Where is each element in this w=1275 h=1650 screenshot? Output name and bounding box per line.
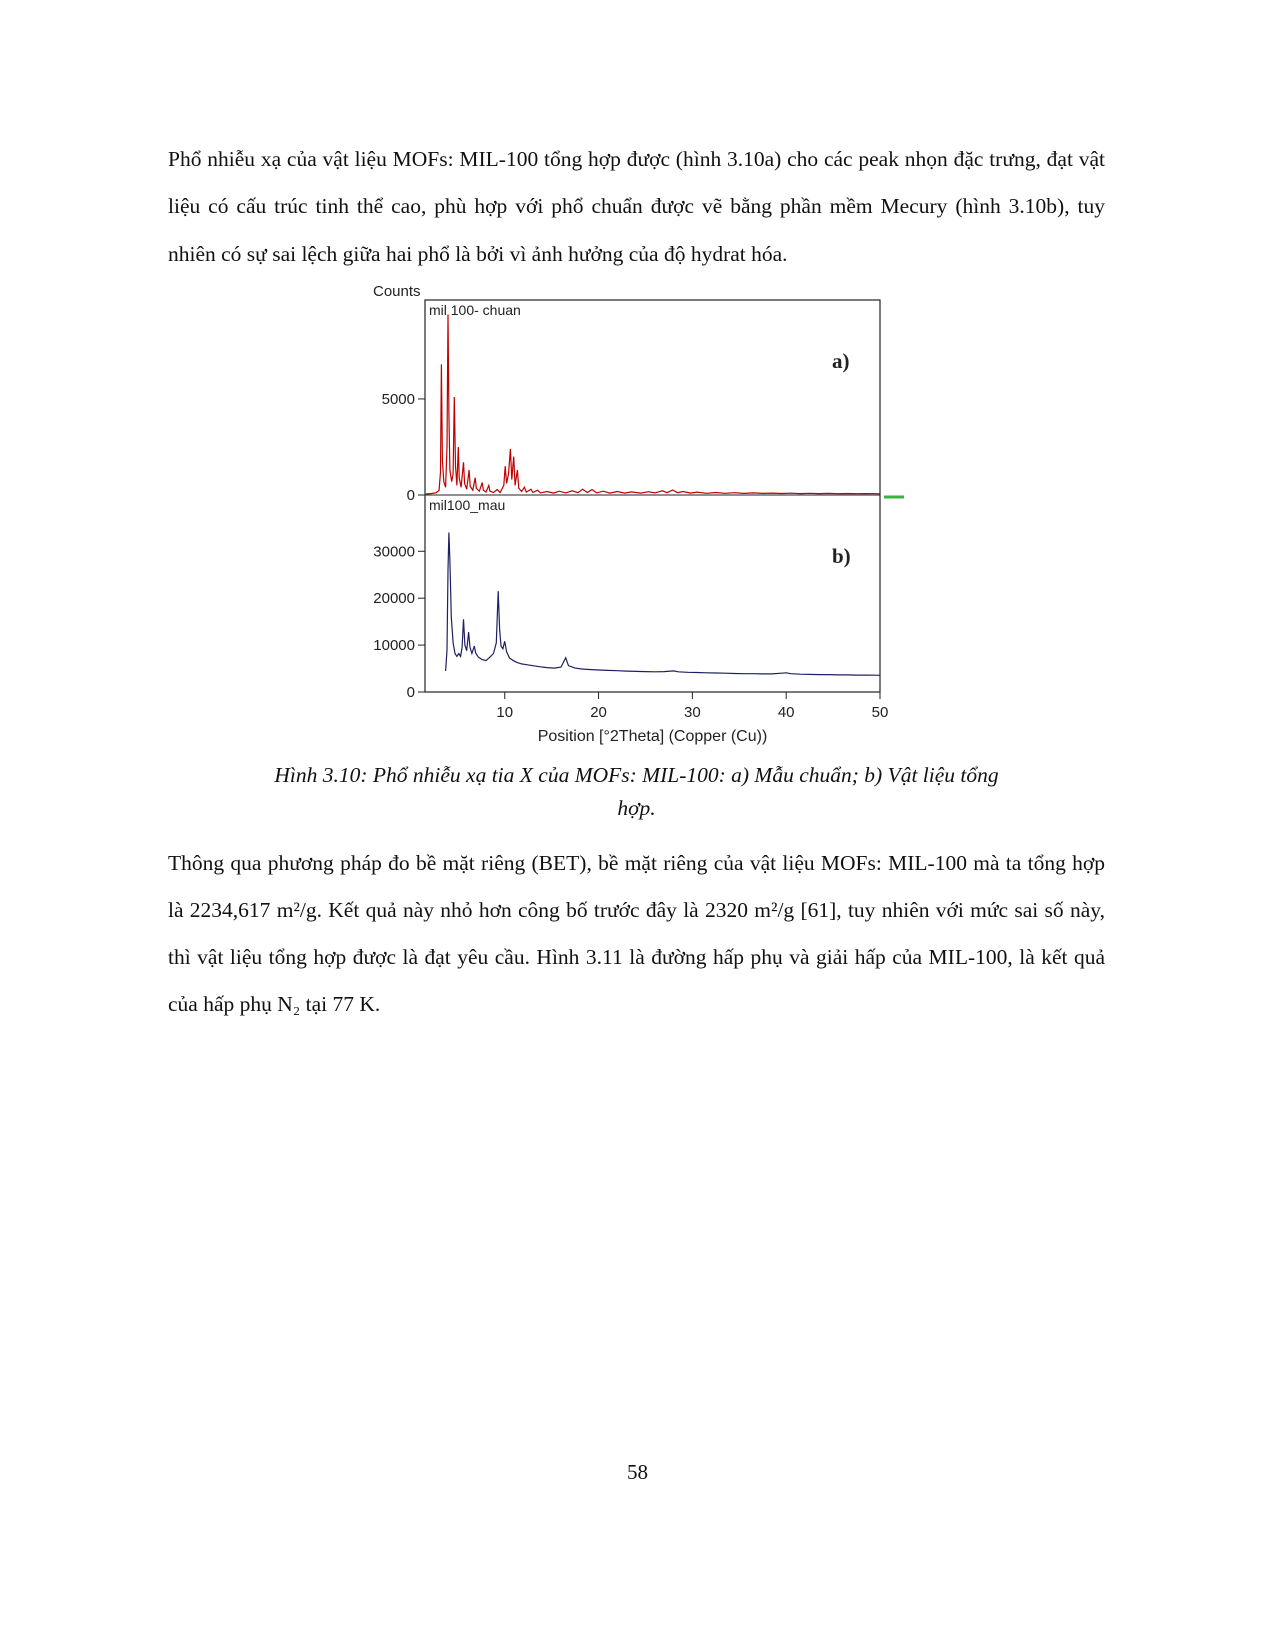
xrd-chart bbox=[365, 280, 925, 750]
y-tick-label: 10000 bbox=[373, 636, 415, 654]
y-tick-label: 5000 bbox=[381, 390, 415, 408]
x-axis-label: Position [°2Theta] (Copper (Cu)) bbox=[537, 727, 768, 745]
counts-axis-label: Counts bbox=[373, 282, 421, 300]
x-tick-label: 30 bbox=[684, 703, 701, 721]
panel-letter-label: a) bbox=[832, 348, 850, 373]
x-tick-label: 10 bbox=[496, 703, 514, 721]
xrd-series-a bbox=[426, 314, 880, 494]
figure-3-10 bbox=[365, 280, 1105, 755]
figure-caption bbox=[168, 759, 1105, 826]
figure-caption-line-2: hợp. bbox=[617, 796, 656, 821]
paragraph-1: Phổ nhiễu xạ của vật liệu MOFs: MIL-100 tổng hợp được (hình 3.10a) cho các peak nhọn đặc trưng, đạt vật liệu có cấu trúc tinh thể cao, phù hợp với phổ chuẩn được vẽ bằng phần mềm Mecury (hình 3.10b), tuy nhiên có sự sai lệch giữa hai phổ là bởi vì ảnh hưởng của độ hydrat hóa. bbox=[168, 147, 1105, 266]
y-tick-label: 20000 bbox=[373, 590, 415, 608]
panel-letter-label: b) bbox=[832, 543, 851, 568]
figure-caption-line-1: Hình 3.10: Phổ nhiễu xạ tia X của MOFs: MIL-100: a) Mẫu chuẩn; b) Vật liệu tổng bbox=[274, 762, 999, 787]
x-tick-label: 50 bbox=[871, 703, 889, 721]
series-name-label: mil100_mau bbox=[429, 496, 506, 513]
x-tick-label: 20 bbox=[590, 703, 607, 721]
paragraph-2: Thông qua phương pháp đo bề mặt riêng (BET), bề mặt riêng của vật liệu MOFs: MIL-100 mà ta tổng hợp là 2234,617 m²/g. Kết quả này nhỏ hơn công bố trước đây là 2320 m²/g [61], tuy nhiên với mức sai số này, thì vật liệu tổng hợp được là đạt yêu cầu. Hình 3.11 là đường hấp phụ và giải hấp của MIL-100, là kết quả của hấp phụ N₂ tại 77 K. bbox=[168, 850, 1105, 1017]
y-tick-label: 30000 bbox=[373, 543, 415, 561]
y-tick-label: 0 bbox=[406, 683, 415, 701]
page-number: 58 bbox=[627, 1460, 648, 1484]
y-tick-label: 0 bbox=[406, 486, 415, 504]
x-tick-label: 40 bbox=[777, 703, 795, 721]
series-name-label: mil 100- chuan bbox=[429, 301, 521, 318]
xrd-series-b bbox=[446, 532, 880, 675]
